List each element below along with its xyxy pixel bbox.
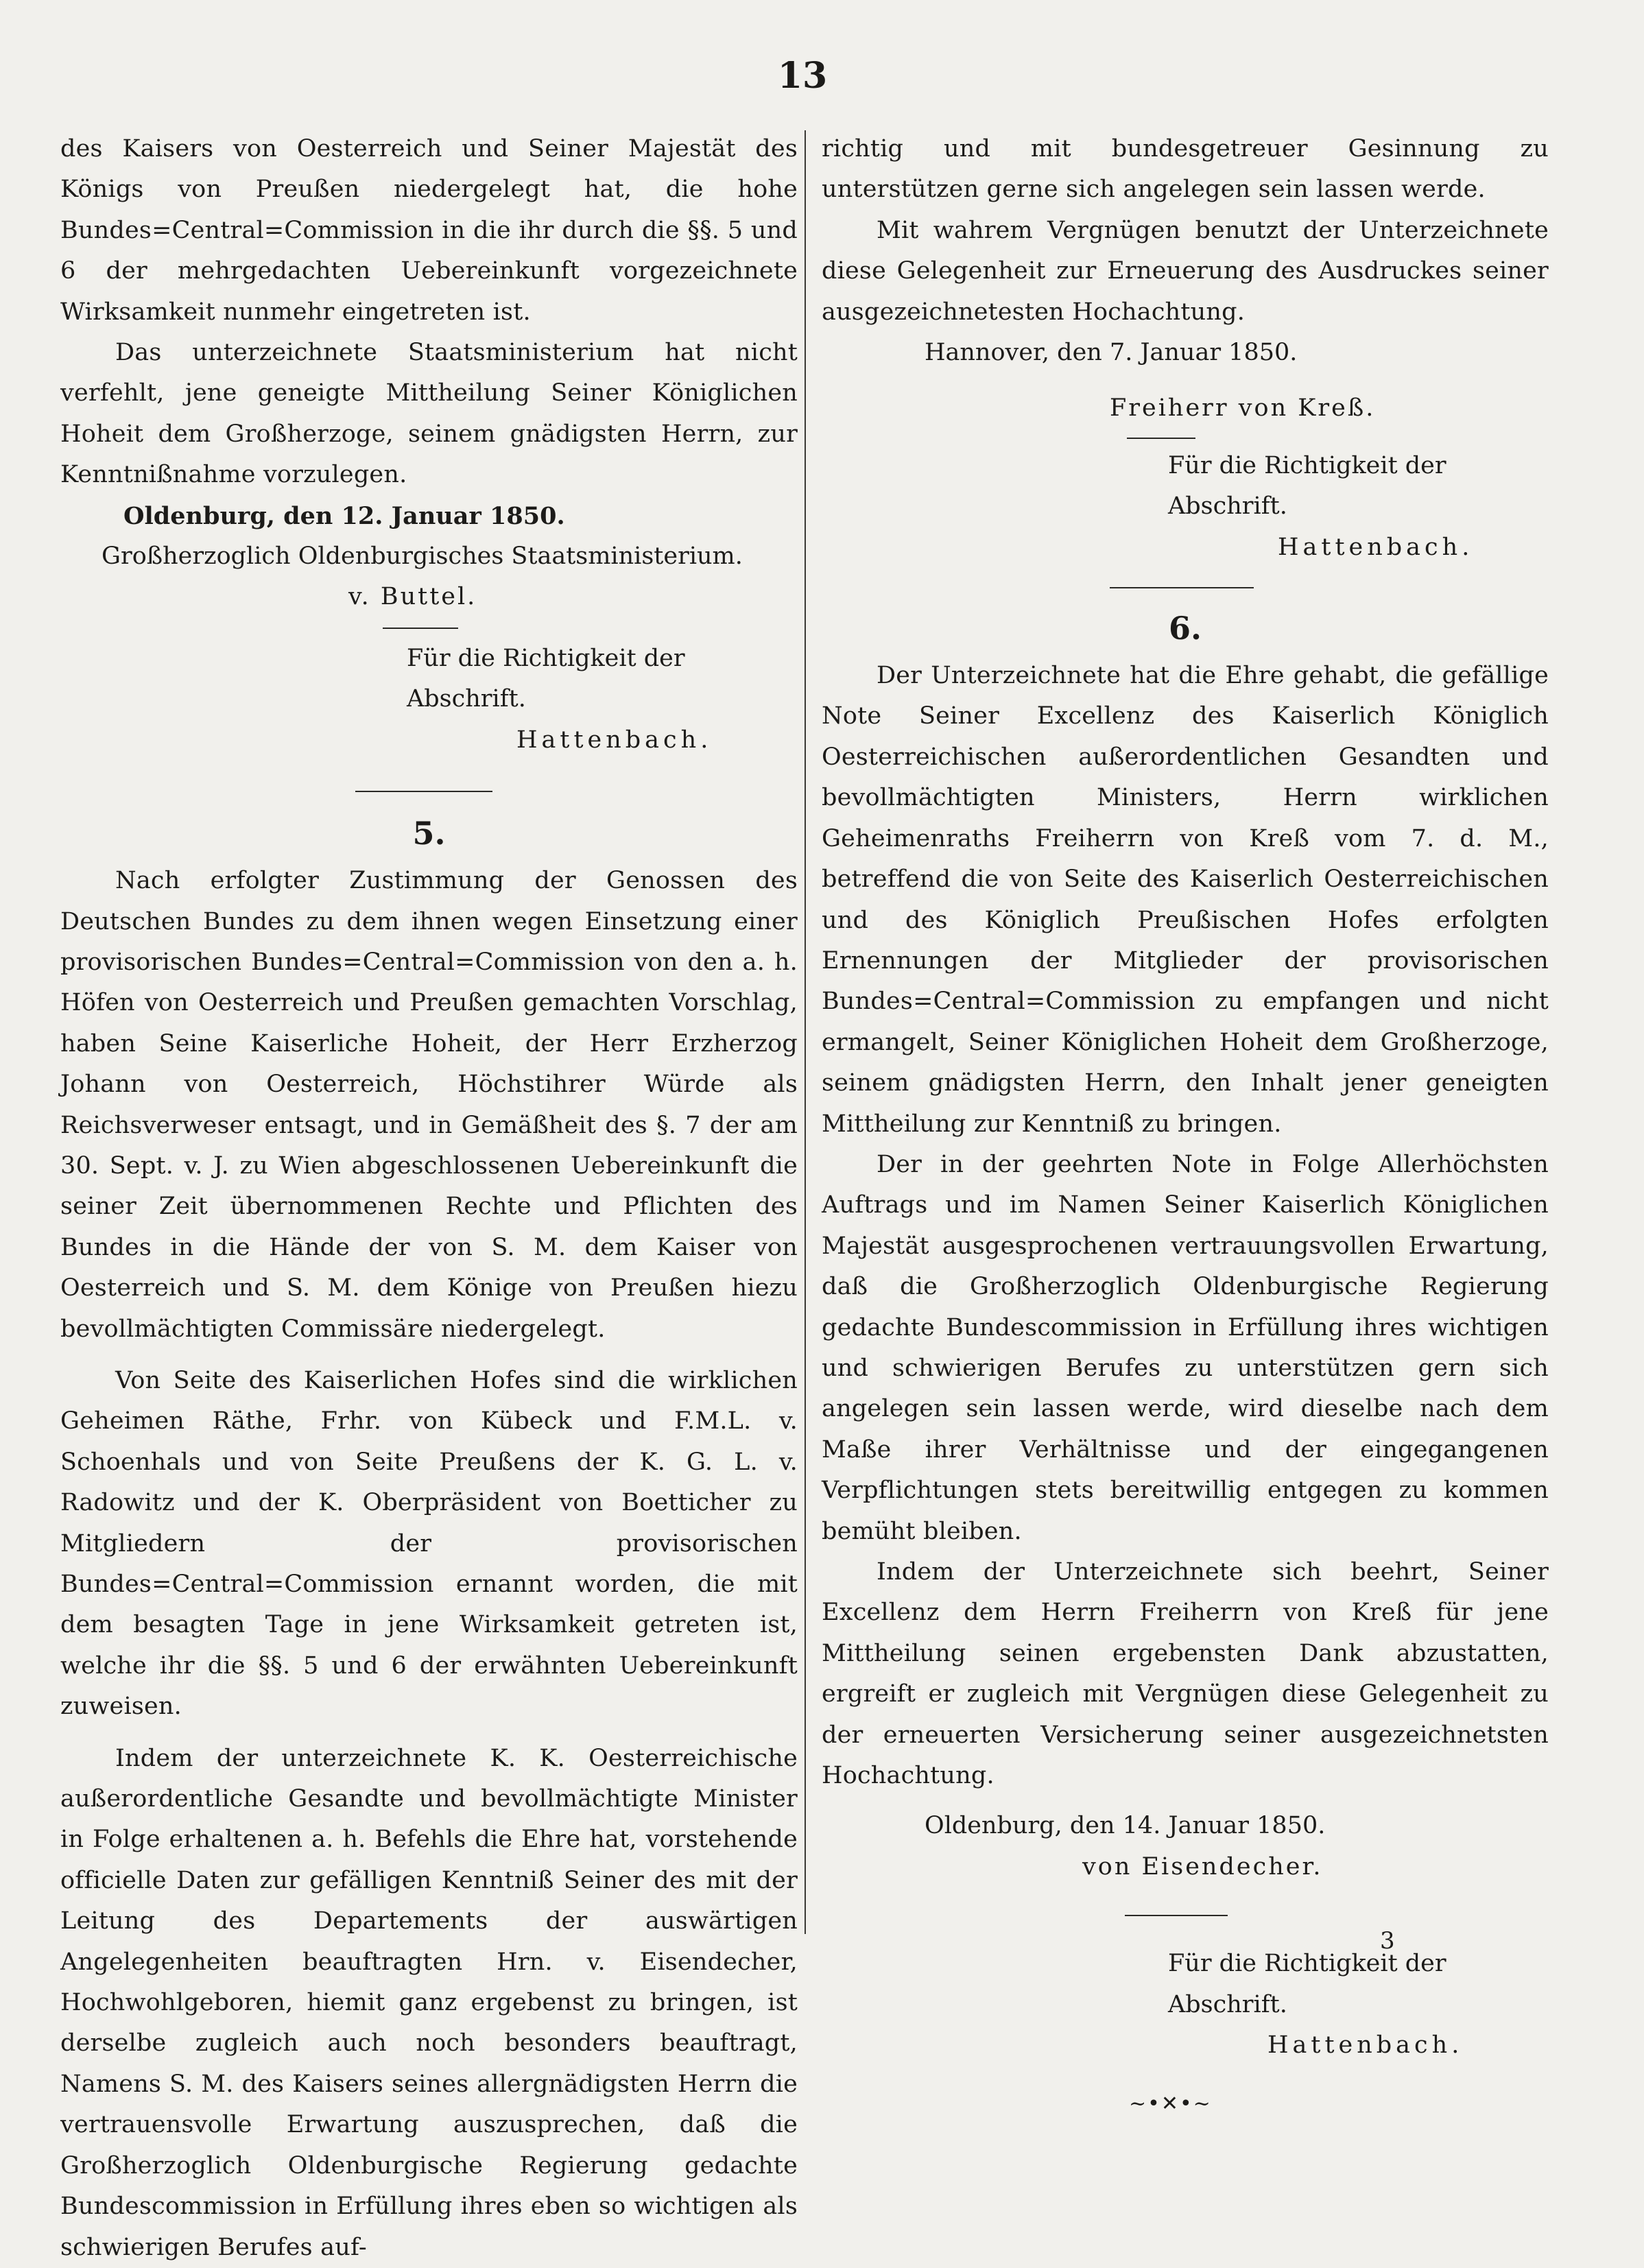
certifier-signature: Hattenbach.	[1278, 533, 1474, 561]
section-heading: 5.	[412, 815, 446, 852]
certification-line: Für die Richtigkeit der Abschrift.	[1168, 1950, 1446, 2018]
issuing-ministry: Großherzoglich Oldenburgisches Staatsministerium.	[102, 542, 743, 571]
certification-line: Für die Richtigkeit der Abschrift.	[1168, 451, 1446, 521]
certifier-signature: Hattenbach.	[516, 726, 713, 754]
section-heading: 6.	[1168, 610, 1202, 647]
body-paragraph: Das unterzeichnete Staatsministerium hat nicht verfehlt, jene geneigte Mittheilung Seiner Königlichen Hoheit dem Großherzoge, seinem gnädigsten Herrn, zur Kenntnißnahme vorzulegen.	[60, 339, 798, 489]
left-column	[60, 129, 798, 2268]
signature: von Eisendecher.	[1082, 1852, 1323, 1881]
body-paragraph: richtig und mit bundesgetreuer Gesinnung zu unterstützen gerne sich angelegen sein lassen werde.	[822, 135, 1549, 204]
section-rule	[355, 791, 492, 792]
separator-rule	[383, 628, 458, 629]
body-paragraph: Indem der unterzeichnete K. K. Oesterreichische außerordentliche Gesandte und bevollmächtigte Minister in Folge erhaltenen a. h. Befehls die Ehre hat, vorstehende officielle Daten zur gefälligen Kenntniß Seiner des mit der Leitung des Departements der auswärtigen Angelegenheiten beauftragten Hrn. v. Eisendecher, Hochwohlgeboren, hiemit ganz ergebenst zu bringen, ist derselbe zugleich auch noch besonders beauftragt, Namens S. M. des Kaisers seines allergnädigsten Herrn die vertrauensvolle Erwartung auszusprechen, daß die Großherzoglich Oldenburgische Regierung gedachte Bundescommission in Erfüllung ihres eben so wichtigen als schwierigen Berufes auf-	[60, 1744, 798, 2261]
sheet-signature-mark: 3	[1380, 1927, 1395, 1955]
right-column	[822, 129, 1549, 2125]
page-number: 13	[777, 55, 828, 97]
body-paragraph: Mit wahrem Vergnügen benutzt der Unterzeichnete diese Gelegenheit zur Erneuerung des Ausdruckes seiner ausgezeichnetesten Hochachtung.	[822, 216, 1549, 326]
place-date: Oldenburg, den 14. Januar 1850.	[925, 1812, 1326, 1840]
separator-rule	[1125, 1915, 1228, 1916]
place-date: Hannover, den 7. Januar 1850.	[925, 339, 1298, 367]
body-paragraph: des Kaisers von Oesterreich und Seiner Majestät des Königs von Preußen niedergelegt hat, die hohe Bundes=Central=Commission in die ihr durch die §§. 5 und 6 der mehrgedachten Uebereinkunft vorgezeichnete Wirksamkeit nunmehr eingetreten ist.	[60, 135, 798, 326]
end-ornament: ~•✕•~	[1129, 2092, 1212, 2116]
signature: Freiherr von Kreß.	[1110, 394, 1376, 422]
signature: v. Buttel.	[348, 583, 477, 611]
body-paragraph: Nach erfolgter Zustimmung der Genossen des Deutschen Bundes zu dem ihnen wegen Einsetzung einer provisorischen Bundes=Central=Commission von den a. h. Höfen von Oesterreich und Preußen gemachten Vorschlag, haben Seine Kaiserliche Hoheit, der Herr Erzherzog Johann von Oesterreich, Höchstihrer Würde als Reichsverweser entsagt, und in Gemäßheit des §. 7 der am 30. Sept. v. J. zu Wien abgeschlossenen Uebereinkunft die seiner Zeit übernommenen Rechte und Pflichten des Bundes in die Hände der von S. M. dem Kaiser von Oesterreich und S. M. dem Könige von Preußen hiezu bevollmächtigten Commissäre niedergelegt.	[60, 867, 798, 1343]
section-rule	[1110, 587, 1254, 588]
body-paragraph: Indem der Unterzeichnete sich beehrt, Seiner Excellenz dem Herrn Freiherrn von Kreß für jene Mittheilung seinen ergebensten Dank abzustatten, ergreift er zugleich mit Vergnügen diese Gelegenheit zu der erneuerten Versicherung seiner ausgezeichnetsten Hochachtung.	[822, 1558, 1549, 1790]
certification-line: Für die Richtigkeit der Abschrift.	[407, 644, 685, 713]
body-paragraph: Von Seite des Kaiserlichen Hofes sind die wirklichen Geheimen Räthe, Frhr. von Kübeck und F.M.L. v. Schoenhals und von Seite Preußens der K. G. L. v. Radowitz und der K. Oberpräsident von Boetticher zu Mitgliedern der provisorischen Bundes=Central=Commission ernannt worden, die mit dem besagten Tage in jene Wirksamkeit getreten ist, welche ihr die §§. 5 und 6 der erwähnten Uebereinkunft zuweisen.	[60, 1366, 798, 1721]
certifier-signature: Hattenbach.	[1267, 2031, 1464, 2060]
column-divider	[805, 130, 806, 1934]
separator-rule	[1127, 438, 1195, 439]
body-paragraph: Der Unterzeichnete hat die Ehre gehabt, die gefällige Note Seiner Excellenz des Kaiserlich Königlich Oesterreichischen außerordentlichen Gesandten und bevollmächtigten Ministers, Herrn wirklichen Geheimenraths Freiherrn von Kreß vom 7. d. M., betreffend die von Seite des Kaiserlich Oesterreichischen und des Königlich Preußischen Hofes erfolgten Ernennungen der Mitglieder der provisorischen Bundes=Central=Commission zu empfangen und nicht ermangelt, Seiner Königlichen Hoheit dem Großherzoge, seinem gnädigsten Herrn, den Inhalt jener geneigten Mittheilung zur Kenntniß zu bringen.	[822, 662, 1549, 1138]
place-date: Oldenburg, den 12. Januar 1850.	[123, 501, 565, 530]
body-paragraph: Der in der geehrten Note in Folge Allerhöchsten Auftrags und im Namen Seiner Kaiserlich Königlichen Majestät ausgesprochenen vertrauungsvollen Erwartung, daß die Großherzoglich Oldenburgische Regierung gedachte Bundescommission in Erfüllung ihres wichtigen und schwierigen Berufes zu unterstützen gern sich angelegen sein lassen werde, wird dieselbe nach dem Maße ihrer Verhältnisse und der eingegangenen Verpflichtungen stets bereitwillig entgegen zu kommen bemüht bleiben.	[822, 1150, 1549, 1545]
